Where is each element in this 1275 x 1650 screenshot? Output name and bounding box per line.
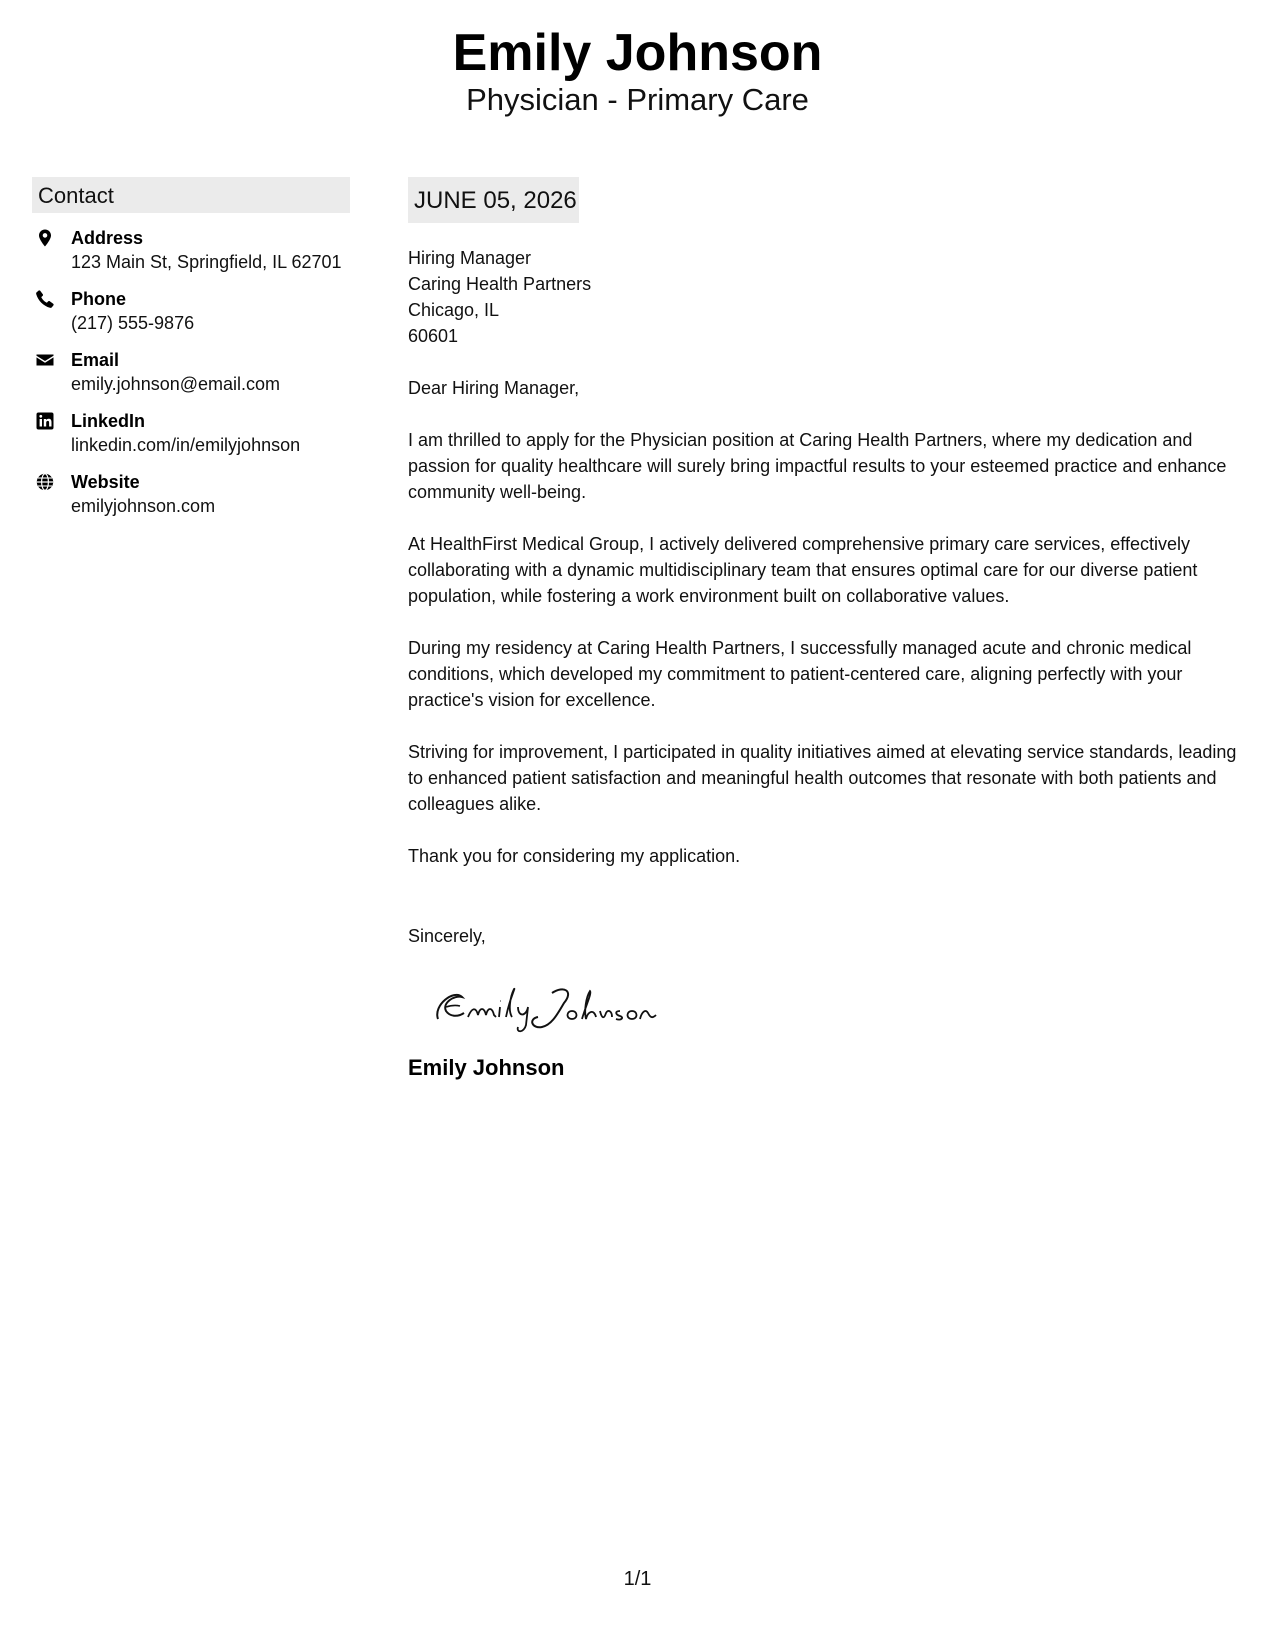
body-paragraph: Striving for improvement, I participated in quality initiatives aimed at elevating service standards, leading to enhanced patient satisfaction and meaningful health outcomes that resonate with both patients and colleagues alike. xyxy=(408,742,1237,814)
recipient-line: 60601 xyxy=(408,326,459,346)
contact-label: LinkedIn xyxy=(71,411,146,431)
contact-list xyxy=(32,226,350,518)
contact-label: Address xyxy=(71,228,144,248)
linkedin-icon xyxy=(35,411,55,431)
body-paragraph: I am thrilled to apply for the Physician position at Caring Health Partners, where my dedication and passion for quality healthcare will surely bring impactful results to your esteemed practice and enhance community well-being. xyxy=(408,430,1227,502)
applicant-name: Emily Johnson xyxy=(452,24,823,82)
contact-item-linkedin xyxy=(32,409,350,457)
contact-label: Phone xyxy=(71,289,127,309)
body-paragraph: During my residency at Caring Health Partners, I successfully managed acute and chronic medical conditions, which developed my commitment to patient-centered care, aligning perfectly with your practice's vision for excellence. xyxy=(408,638,1192,710)
contact-label: Website xyxy=(71,472,140,492)
letter-date: JUNE 05, 2026 xyxy=(408,177,579,223)
signature-image xyxy=(424,967,664,1037)
contact-value: 123 Main St, Springfield, IL 62701 xyxy=(71,252,342,272)
letter-header xyxy=(0,22,1275,118)
contact-value: linkedin.com/in/emilyjohnson xyxy=(71,435,301,455)
contact-item-address xyxy=(32,226,350,274)
signer-name: Emily Johnson xyxy=(408,1055,565,1080)
contact-value: emilyjohnson.com xyxy=(71,496,216,516)
recipient-line: Hiring Manager xyxy=(408,248,532,268)
contact-value: emily.johnson@email.com xyxy=(71,374,281,394)
recipient-line: Chicago, IL xyxy=(408,300,500,320)
contact-value: (217) 555-9876 xyxy=(71,313,195,333)
contact-item-phone xyxy=(32,287,350,335)
contact-label: Email xyxy=(71,350,120,370)
phone-icon xyxy=(35,289,55,309)
applicant-role: Physician - Primary Care xyxy=(466,82,809,117)
globe-icon xyxy=(35,472,55,492)
envelope-icon xyxy=(35,350,55,370)
greeting: Dear Hiring Manager, xyxy=(408,378,580,398)
contact-heading: Contact xyxy=(32,177,350,213)
closing: Sincerely, xyxy=(408,926,486,946)
body-paragraph: Thank you for considering my application. xyxy=(408,846,741,866)
map-pin-icon xyxy=(35,228,55,248)
contact-sidebar xyxy=(32,177,350,531)
contact-item-email xyxy=(32,348,350,396)
letter-body xyxy=(408,177,1248,1082)
recipient-block xyxy=(408,245,1248,349)
page-number: 1/1 xyxy=(623,1568,652,1590)
contact-item-website xyxy=(32,470,350,518)
recipient-line: Caring Health Partners xyxy=(408,274,592,294)
body-paragraph: At HealthFirst Medical Group, I actively delivered comprehensive primary care services, effectively collaborating with a dynamic multidisciplinary team that ensures optimal care for our diverse patient population, while fostering a work environment built on collaborative values. xyxy=(408,534,1198,606)
